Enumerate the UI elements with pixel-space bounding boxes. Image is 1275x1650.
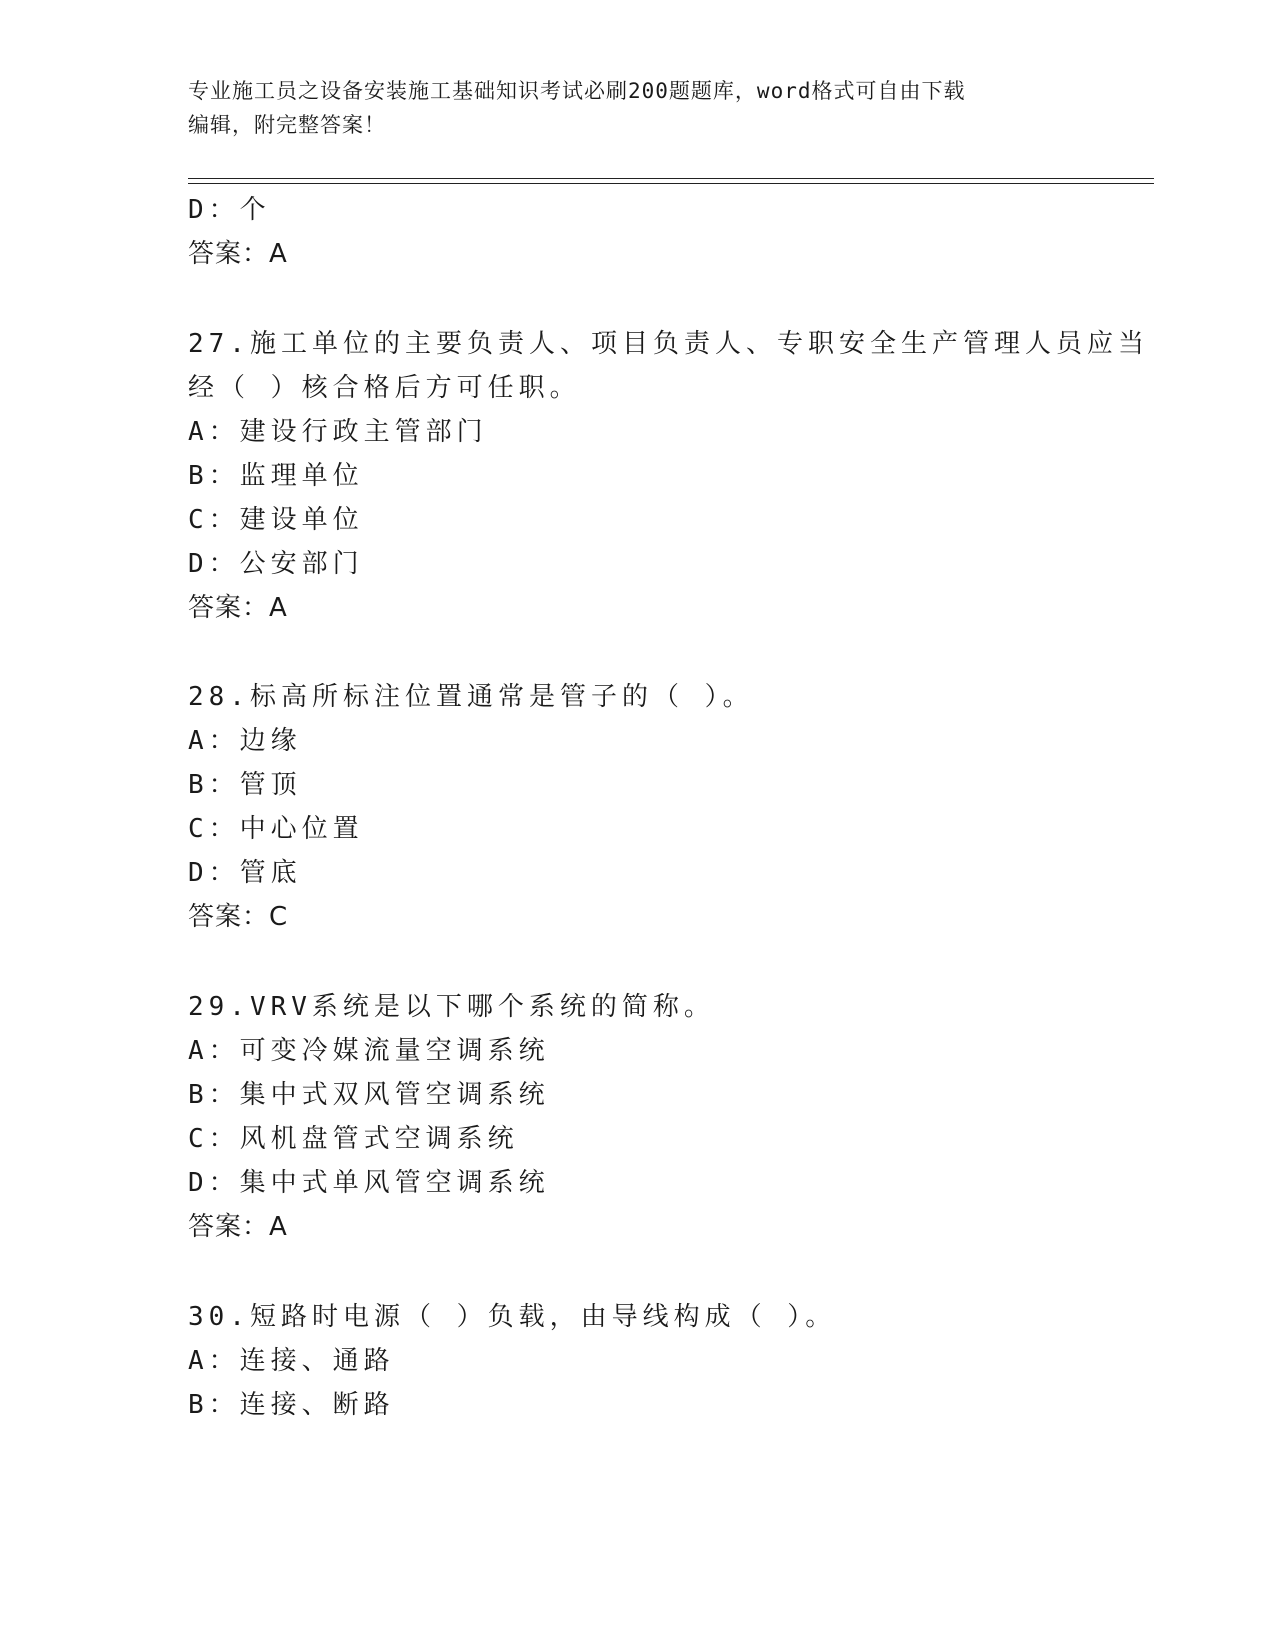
question-30-option-a: A：连接、通路 bbox=[188, 1346, 395, 1376]
question-29-option-b: B：集中式双风管空调系统 bbox=[188, 1080, 550, 1110]
question-29-option-d: D：集中式单风管空调系统 bbox=[188, 1168, 550, 1198]
question-28-option-c: C：中心位置 bbox=[188, 814, 364, 844]
question-27-stem-line-1: 27.施工单位的主要负责人、项目负责人、专职安全生产管理人员应当 bbox=[188, 329, 1149, 359]
question-27-option-c: C：建设单位 bbox=[188, 505, 364, 535]
question-28-answer: 答案：C bbox=[188, 902, 289, 932]
question-28-option-a: A：边缘 bbox=[188, 726, 302, 756]
header-divider-bottom bbox=[188, 183, 1154, 184]
question-30-option-b: B：连接、断路 bbox=[188, 1390, 395, 1420]
option-d: D：个 bbox=[188, 195, 271, 225]
question-28-stem: 28.标高所标注位置通常是管子的（ ）。 bbox=[188, 682, 754, 712]
header-line-1: 专业施工员之设备安装施工基础知识考试必刷200题题库，word格式可自由下载 bbox=[188, 79, 966, 103]
question-27-option-b: B：监理单位 bbox=[188, 461, 364, 491]
answer: 答案：A bbox=[188, 239, 288, 269]
header-divider-top bbox=[188, 178, 1154, 179]
header-line-2: 编辑，附完整答案！ bbox=[188, 113, 386, 137]
question-29-option-c: C：风机盘管式空调系统 bbox=[188, 1124, 519, 1154]
document-header bbox=[188, 74, 1088, 142]
question-28-option-d: D：管底 bbox=[188, 858, 302, 888]
question-27-option-d: D：公安部门 bbox=[188, 549, 364, 579]
question-30-stem: 30.短路时电源（ ）负载，由导线构成（ ）。 bbox=[188, 1302, 837, 1332]
question-28-option-b: B：管顶 bbox=[188, 770, 302, 800]
question-27-stem-line-2: 经（ ）核合格后方可任职。 bbox=[188, 373, 581, 403]
question-29-answer: 答案：A bbox=[188, 1212, 288, 1242]
question-27-answer: 答案：A bbox=[188, 593, 288, 623]
question-27-option-a: A：建设行政主管部门 bbox=[188, 417, 488, 447]
question-29-stem: 29.VRV系统是以下哪个系统的简称。 bbox=[188, 992, 715, 1022]
question-29-option-a: A：可变冷媒流量空调系统 bbox=[188, 1036, 550, 1066]
